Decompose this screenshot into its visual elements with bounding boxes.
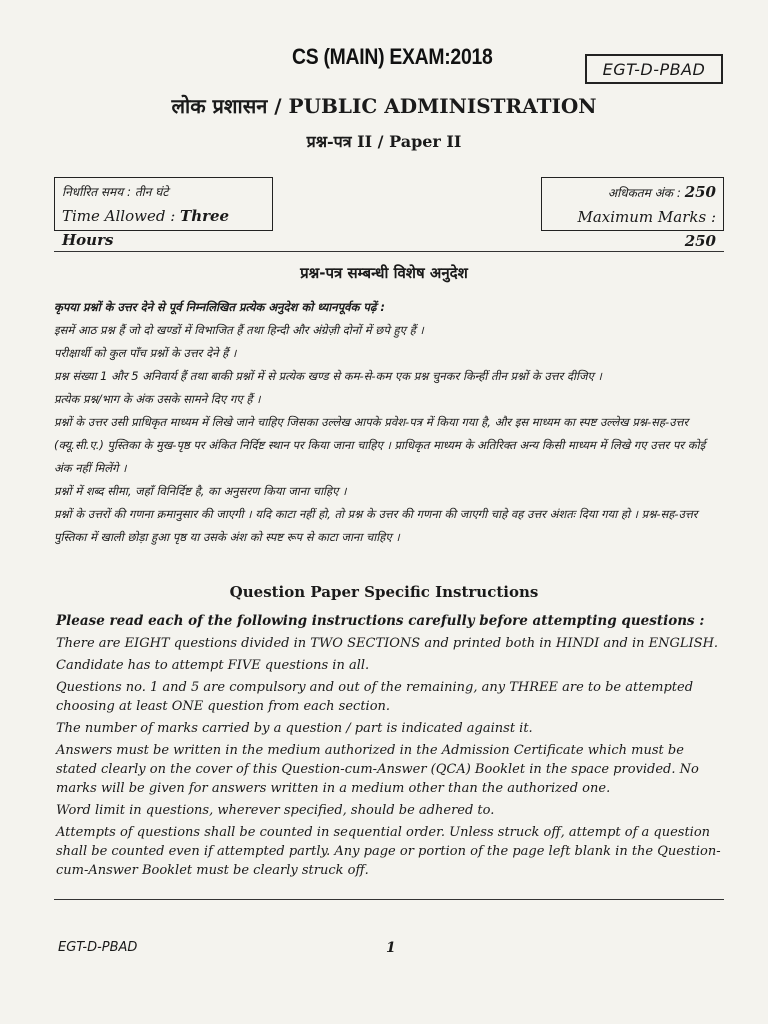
footer-paper-code: EGT-D-PBAD [58,940,138,955]
time-allowed-hindi: निर्धारित समय : तीन घंटे [62,185,169,199]
english-instructions-lead: Please read each of the following instructions carefully before attempting questions : [56,613,705,629]
paper-number: प्रश्न-पत्र II / Paper II [306,132,462,151]
time-allowed-box [54,177,273,249]
exam-title: CS (MAIN) EXAM:2018 [292,44,493,69]
time-allowed-english [62,204,265,252]
english-instruction-item: Attempts of questions shall be counted in sequential order. Unless struck off, attempt of a question shall be counted even if attempted partly. Any page or portion of the page left blank in the Question-cum-Answer Booklet must be clearly struck off. [56,825,721,878]
hindi-instruction-item: प्रश्न संख्या 1 और 5 अनिवार्य हैं तथा बाकी प्रश्नों में से प्रत्येक खण्ड से कम-से-कम एक प्रश्न चुनकर किन्हीं तीन प्रश्नों के उत्तर दीजिए । [54,369,602,383]
maximum-marks-english [549,205,716,253]
hindi-instruction-item: परीक्षार्थी को कुल पाँच प्रश्नों के उत्तर देने हैं । [54,346,237,360]
english-instructions [56,612,726,883]
page-number: 1 [386,940,396,956]
maximum-marks-hindi [549,180,716,205]
english-instruction-item: Word limit in questions, wherever specified, should be adhered to. [56,803,495,818]
maximum-marks-box [541,177,724,250]
divider-bottom [54,899,724,900]
time-allowed-label: Time Allowed : [62,207,181,225]
maximum-marks-hindi-value: 250 [684,183,716,201]
maximum-marks-label: Maximum Marks : [577,208,716,226]
maximum-marks-hindi-label: अधिकतम अंक : [607,186,685,200]
paper-code-box: EGT-D-PBAD [585,54,723,84]
hindi-instruction-item: प्रश्नों के उत्तर उसी प्राधिकृत माध्यम में लिखे जाने चाहिए जिसका उल्लेख आपके प्रवेश-पत्र में किया गया है, और इस माध्यम का स्पष्ट उल्लेख प्रश्न-सह-उत्तर (क्यू.सी.ए.) पुस्तिका के मुख-पृष्ठ पर अंकित निर्दिष्ट स्थान पर किया जाना चाहिए । प्राधिकृत माध्यम के अतिरिक्त अन्य किसी माध्यम में लिखे गए उत्तर पर कोई अंक नहीं मिलेंगे । [54,415,706,475]
hindi-instructions-lead: कृपया प्रश्नों के उत्तर देने से पूर्व निम्नलिखित प्रत्येक अनुदेश को ध्यानपूर्वक पढ़ें : [54,300,386,314]
maximum-marks-value: 250 [684,232,716,250]
hindi-instruction-item: प्रश्नों के उत्तरों की गणना क्रमानुसार की जाएगी । यदि काटा नहीं हो, तो प्रश्न के उत्तर की गणना की जाएगी चाहे वह उत्तर अंशतः दिया गया हो । प्रश्न-सह-उत्तर पुस्तिका में खाली छोड़ा हुआ पृष्ठ या उसके अंश को स्पष्ट रूप से काटा जाना चाहिए । [54,507,698,544]
english-instruction-item: There are EIGHT questions divided in TWO SECTIONS and printed both in HINDI and in ENGLISH. [56,636,719,651]
english-instruction-item: Answers must be written in the medium authorized in the Admission Certificate which must be stated clearly on the cover of this Question-cum-Answer (QCA) Booklet in the space provided. No marks will be given for answers written in a medium other than the authorized one. [56,743,699,796]
english-instruction-item: The number of marks carried by a question / part is indicated against it. [56,721,533,736]
english-instruction-item: Questions no. 1 and 5 are compulsory and out of the remaining, any THREE are to be attempted choosing at least ONE question from each section. [56,680,694,714]
english-instructions-heading: Question Paper Specific Instructions [229,583,539,601]
hindi-instructions [54,296,726,549]
english-instruction-item: Candidate has to attempt FIVE questions in all. [56,658,370,673]
hindi-instruction-item: इसमें आठ प्रश्न हैं जो दो खण्डों में विभाजित हैं तथा हिन्दी और अंग्रेज़ी दोनों में छपे हुए हैं । [54,323,424,337]
time-allowed-value: Three Hours [62,207,230,249]
subject-title: लोक प्रशासन / PUBLIC ADMINISTRATION [171,94,597,118]
hindi-instruction-item: प्रश्नों में शब्द सीमा, जहाँ विनिर्दिष्ट है, का अनुसरण किया जाना चाहिए । [54,484,347,498]
hindi-instructions-heading: प्रश्न-पत्र सम्बन्धी विशेष अनुदेश [300,264,468,282]
divider-top [54,251,724,252]
hindi-instruction-item: प्रत्येक प्रश्न/भाग के अंक उसके सामने दिए गए हैं । [54,392,261,406]
